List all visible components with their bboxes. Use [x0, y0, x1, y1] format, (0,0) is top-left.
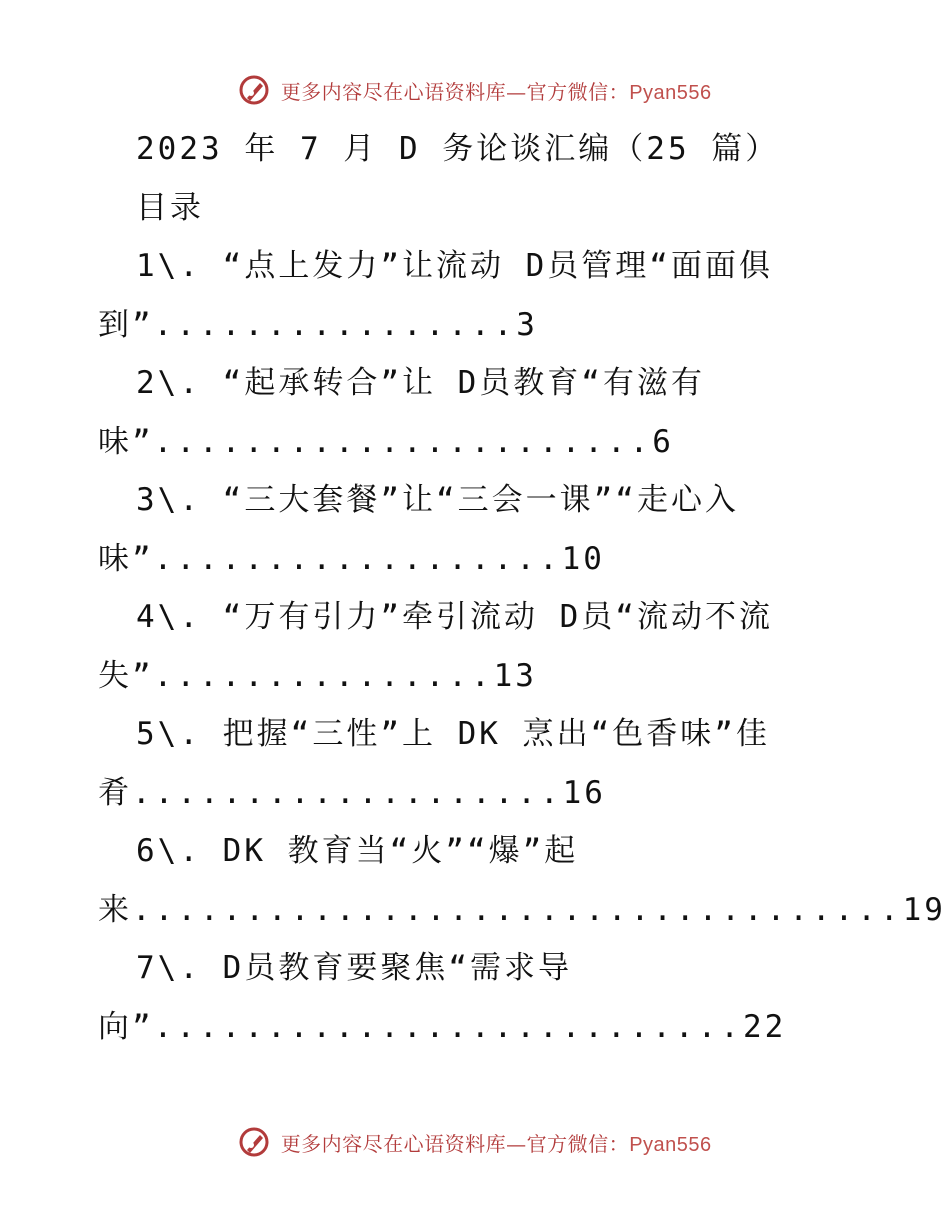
- toc-entry[interactable]: [98, 939, 818, 1056]
- document-title: 2023 年 7 月 D 务论谈汇编（25 篇）: [136, 131, 780, 167]
- dot-leader: ..................: [153, 540, 562, 577]
- toc-heading: 目录: [136, 189, 204, 226]
- watermark-text: 更多内容尽在心语资料库—官方微信：Pyan556: [280, 1131, 712, 1156]
- toc-entry-continuation: 失”...............13: [98, 657, 537, 694]
- watermark-text: 更多内容尽在心语资料库—官方微信：Pyan556: [280, 79, 712, 104]
- pen-logo-icon: [238, 74, 270, 106]
- dot-leader: ...................: [132, 774, 563, 811]
- toc-entry-title: 6\. DK 教育当“火”“爆”起: [136, 833, 579, 869]
- dot-leader: ................: [153, 306, 517, 343]
- dot-leader: ...............: [153, 657, 494, 694]
- dot-leader: ..................................: [132, 891, 903, 928]
- toc-entry[interactable]: [98, 705, 818, 822]
- toc-entry[interactable]: [98, 237, 818, 354]
- toc-entry-continuation: 味”..................10: [98, 540, 605, 577]
- toc-entry[interactable]: [98, 588, 818, 705]
- toc-entry-continuation: 味”......................6: [98, 423, 674, 460]
- toc-entry-title: 7\. D员教育要聚焦“需求导: [136, 950, 572, 986]
- page-number: 22: [742, 1008, 787, 1045]
- toc-entry[interactable]: [98, 354, 818, 471]
- footer-watermark: [0, 1126, 950, 1158]
- page-number: 3: [516, 306, 538, 343]
- toc-entry-title: 2\. “起承转合”让 D员教育“有滋有: [136, 365, 705, 401]
- toc-entry-continuation: 向”..........................22: [98, 1008, 787, 1045]
- page-number: 16: [562, 774, 606, 811]
- dot-leader: ......................: [153, 423, 653, 460]
- toc-entry-continuation: 来..................................19: [98, 891, 946, 928]
- dot-leader: ..........................: [153, 1008, 743, 1045]
- toc-entry[interactable]: [98, 822, 946, 939]
- toc-entry-title: 3\. “三大套餐”让“三会一课”“走心入: [136, 482, 739, 518]
- page-number: 6: [652, 423, 674, 460]
- document-body: [98, 120, 946, 1056]
- toc-entry-continuation: 肴...................16: [98, 774, 606, 811]
- page-number: 10: [561, 540, 605, 577]
- toc-entry[interactable]: [98, 471, 818, 588]
- toc-entry-title: 4\. “万有引力”牵引流动 D员“流动不流: [136, 599, 773, 635]
- pen-logo-icon: [238, 1126, 270, 1158]
- header-watermark: [0, 74, 950, 106]
- page-number: 13: [493, 657, 537, 694]
- toc-entry-title: 1\. “点上发力”让流动 D员管理“面面俱: [136, 248, 773, 284]
- toc-entry-continuation: 到”................3: [98, 306, 538, 343]
- page-number: 19: [902, 891, 946, 928]
- toc-entry-title: 5\. 把握“三性”上 DK 烹出“色香味”佳: [136, 716, 770, 752]
